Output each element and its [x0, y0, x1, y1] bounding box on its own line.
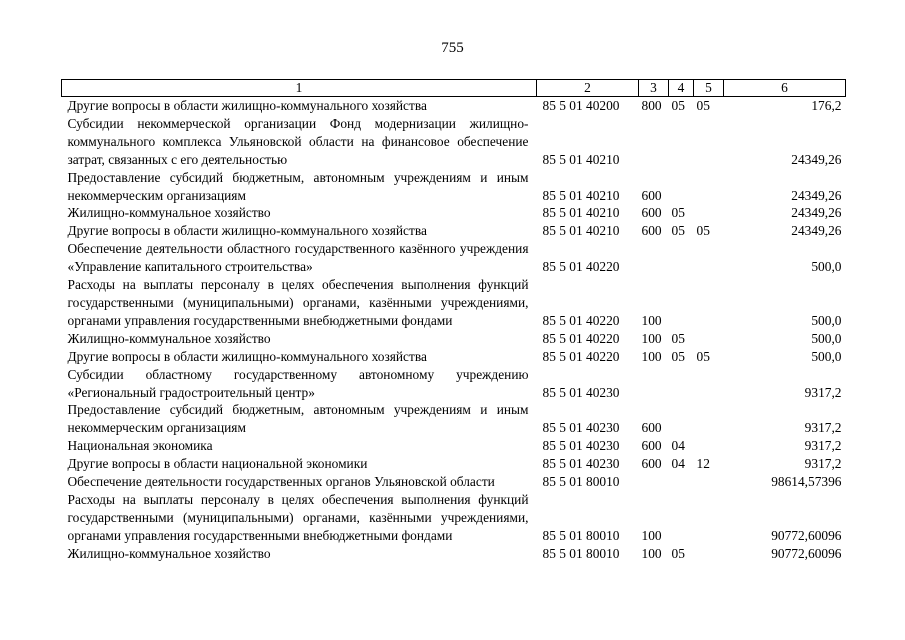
- row-rz-code: [669, 491, 694, 545]
- table-row: [62, 240, 846, 276]
- row-name: Другие вопросы в области жилищно-коммунального хозяйства: [67, 348, 427, 364]
- row-name: Обеспечение деятельности государственных органов Ульяновской области: [67, 474, 495, 490]
- table-row: [62, 401, 846, 437]
- table-row: [62, 455, 846, 473]
- row-pr-code: [694, 240, 724, 276]
- row-name: Другие вопросы в области жилищно-коммунального хозяйства: [67, 98, 427, 113]
- row-amount: 9317,2: [804, 456, 842, 472]
- row-name: Жилищно-коммунальное хозяйство: [67, 330, 271, 346]
- row-amount: 24349,26: [791, 223, 842, 239]
- row-pr-code: [694, 473, 724, 491]
- table-row: [62, 97, 846, 115]
- row-pr-code: [694, 401, 724, 437]
- row-rz-code: [669, 169, 694, 205]
- table-row: [62, 366, 846, 402]
- row-rz-code: 05: [671, 205, 685, 221]
- table-row: [62, 348, 846, 366]
- row-pr-code: [694, 437, 724, 455]
- row-rz-code: 05: [671, 98, 685, 113]
- row-vr-code: 100: [641, 312, 662, 328]
- row-name: Предоставление субсидий бюджетным, автономным учреждениям и иным некоммерческим организациям: [67, 402, 529, 436]
- row-pr-code: [694, 169, 724, 205]
- row-pr-code: 12: [696, 456, 710, 472]
- row-rz-code: 04: [671, 438, 685, 454]
- row-vr-code: [639, 473, 669, 491]
- row-amount: 90772,60096: [771, 545, 842, 561]
- row-csr-code: 85 5 01 40220: [542, 312, 620, 328]
- row-pr-code: [694, 276, 724, 330]
- row-pr-code: [694, 115, 724, 169]
- row-csr-code: 85 5 01 80010: [542, 545, 620, 561]
- row-rz-code: 05: [671, 348, 685, 364]
- budget-table: [61, 79, 846, 563]
- row-amount: 9317,2: [804, 384, 842, 400]
- row-name: Национальная экономика: [67, 438, 213, 454]
- row-csr-code: 85 5 01 40230: [542, 438, 620, 454]
- row-vr-code: 600: [641, 456, 662, 472]
- table-row: [62, 115, 846, 169]
- row-pr-code: [694, 491, 724, 545]
- row-csr-code: 85 5 01 40220: [542, 330, 620, 346]
- row-pr-code: [694, 204, 724, 222]
- row-csr-code: 85 5 01 40230: [542, 456, 620, 472]
- page-number: 755: [441, 40, 464, 56]
- row-vr-code: 600: [641, 438, 662, 454]
- row-amount: 9317,2: [804, 420, 842, 436]
- row-vr-code: [639, 115, 669, 169]
- row-vr-code: 600: [641, 223, 662, 239]
- row-amount: 90772,60096: [771, 527, 842, 543]
- row-rz-code: 05: [671, 545, 685, 561]
- row-rz-code: 05: [671, 223, 685, 239]
- row-csr-code: 85 5 01 40210: [542, 205, 620, 221]
- table-row: [62, 473, 846, 491]
- row-rz-code: [669, 366, 694, 402]
- row-rz-code: [669, 115, 694, 169]
- table-header-row: [62, 80, 846, 97]
- row-vr-code: [639, 366, 669, 402]
- row-csr-code: 85 5 01 40220: [542, 259, 620, 275]
- row-name: Субсидии некоммерческой организации Фонд модернизации жилищно-коммунального комплекса Ульяновской области на финансовое обеспечение затрат, связанных с его деятельностью: [67, 115, 529, 167]
- row-vr-code: 100: [641, 330, 662, 346]
- column-header-vr: 3: [639, 80, 669, 97]
- row-amount: 500,0: [811, 259, 842, 275]
- row-pr-code: [694, 545, 724, 563]
- table-row: [62, 276, 846, 330]
- row-pr-code: [694, 330, 724, 348]
- row-csr-code: 85 5 01 40210: [542, 223, 620, 239]
- row-pr-code: 05: [696, 98, 710, 113]
- row-csr-code: 85 5 01 80010: [542, 474, 620, 490]
- table-row: [62, 491, 846, 545]
- row-csr-code: 85 5 01 40230: [542, 420, 620, 436]
- row-name: Расходы на выплаты персоналу в целях обеспечения выполнения функций государственными (муниципальными) органами, казёнными учреждениями, органами управления государственными внебюджетными фондами: [67, 277, 529, 328]
- table-row: [62, 204, 846, 222]
- row-vr-code: 100: [641, 348, 662, 364]
- row-name: Субсидии областному государственному автономному учреждению «Региональный градостроительный центр»: [67, 366, 529, 400]
- row-csr-code: 85 5 01 40220: [542, 348, 620, 364]
- row-name: Другие вопросы в области национальной экономики: [67, 456, 368, 472]
- row-rz-code: [669, 401, 694, 437]
- table-body: [62, 97, 846, 563]
- row-amount: 24349,26: [791, 151, 842, 167]
- row-amount: 500,0: [811, 330, 842, 346]
- row-vr-code: 100: [641, 545, 662, 561]
- column-header-pr: 5: [694, 80, 724, 97]
- row-amount: 176,2: [811, 98, 842, 113]
- row-rz-code: [669, 473, 694, 491]
- row-pr-code: 05: [696, 348, 710, 364]
- row-vr-code: 100: [641, 527, 662, 543]
- row-pr-code: [694, 366, 724, 402]
- row-csr-code: 85 5 01 40210: [542, 187, 620, 203]
- column-header-rz: 4: [669, 80, 694, 97]
- row-amount: 24349,26: [791, 187, 842, 203]
- row-name: Жилищно-коммунальное хозяйство: [67, 545, 271, 561]
- table-row: [62, 222, 846, 240]
- row-csr-code: 85 5 01 40230: [542, 384, 620, 400]
- row-rz-code: [669, 240, 694, 276]
- row-rz-code: 05: [671, 330, 685, 346]
- row-name: Расходы на выплаты персоналу в целях обеспечения выполнения функций государственными (муниципальными) органами, казёнными учреждениями, органами управления государственными внебюджетными фондами: [67, 491, 529, 543]
- row-amount: 500,0: [811, 348, 842, 364]
- row-csr-code: 85 5 01 80010: [542, 527, 620, 543]
- row-vr-code: 800: [641, 98, 662, 113]
- row-name: Другие вопросы в области жилищно-коммунального хозяйства: [67, 223, 427, 239]
- table-row: [62, 545, 846, 563]
- column-header-amount: 6: [724, 80, 846, 97]
- row-amount: 98614,57396: [771, 474, 842, 490]
- row-rz-code: 04: [671, 456, 685, 472]
- row-amount: 500,0: [811, 312, 842, 328]
- row-name: Жилищно-коммунальное хозяйство: [67, 205, 271, 221]
- row-pr-code: 05: [696, 223, 710, 239]
- table-row: [62, 169, 846, 205]
- row-name: Обеспечение деятельности областного государственного казённого учреждения «Управление капитального строительства»: [67, 241, 529, 275]
- row-amount: 24349,26: [791, 205, 842, 221]
- row-amount: 9317,2: [804, 438, 842, 454]
- row-vr-code: [639, 240, 669, 276]
- row-vr-code: 600: [641, 187, 662, 203]
- row-csr-code: 85 5 01 40200: [542, 98, 620, 113]
- row-vr-code: 600: [641, 420, 662, 436]
- row-csr-code: 85 5 01 40210: [542, 151, 620, 167]
- table-row: [62, 437, 846, 455]
- column-header-csr: 2: [537, 80, 639, 97]
- row-rz-code: [669, 276, 694, 330]
- row-vr-code: 600: [641, 205, 662, 221]
- table-row: [62, 330, 846, 348]
- row-name: Предоставление субсидий бюджетным, автономным учреждениям и иным некоммерческим организациям: [67, 169, 529, 203]
- column-header-name: 1: [62, 80, 537, 97]
